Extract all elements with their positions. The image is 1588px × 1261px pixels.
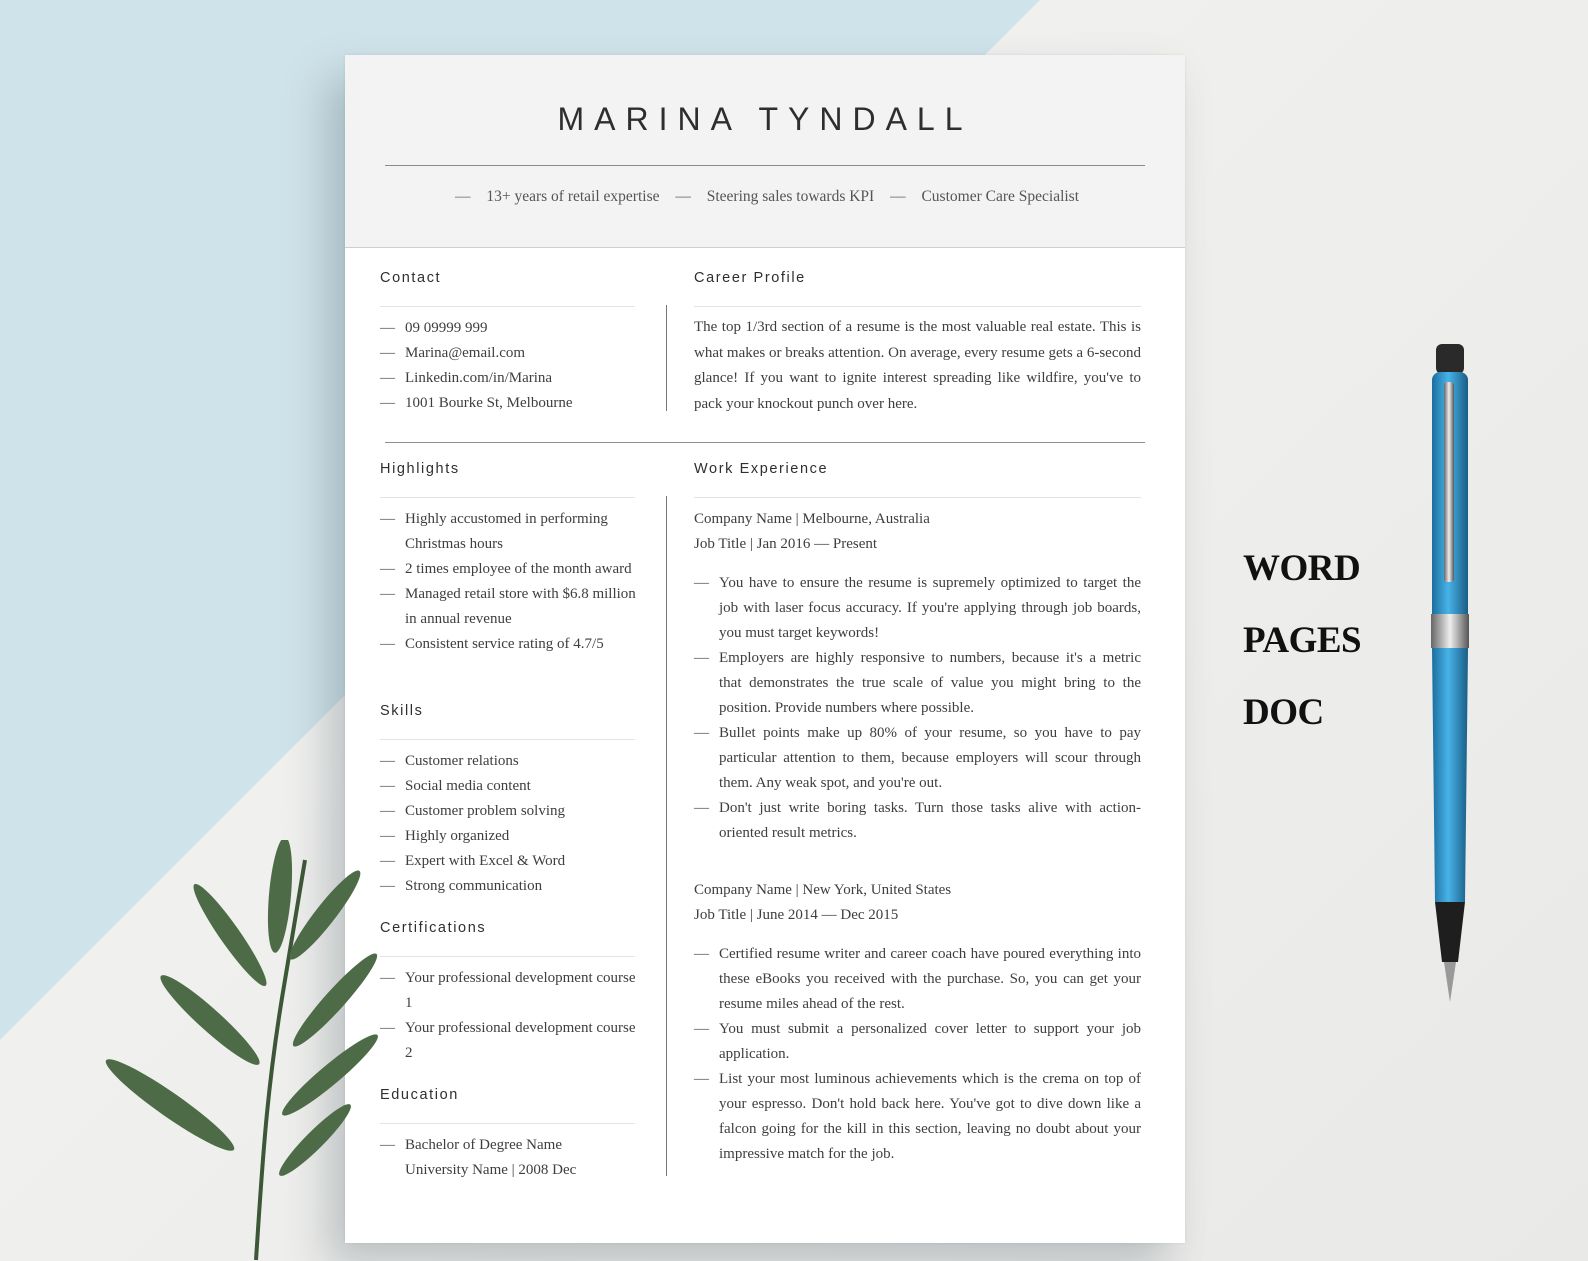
job-bullets: [694, 571, 1141, 846]
job-title: Job Title | June 2014 — Dec 2015: [694, 907, 899, 923]
column-divider-bottom: [666, 496, 667, 1176]
list-item: — You have to ensure the resume is supremely optimized to target the job with laser focus accuracy. If you're applying through job boards, you must target keywords!: [694, 571, 1141, 646]
contact-rule: [380, 306, 635, 307]
education-list: [380, 1133, 602, 1183]
contact-phone: — 09 09999 999: [380, 316, 640, 341]
list-item: — Employers are highly responsive to numbers, because it's a metric that demonstrates the true scale of value you might bring to the position. Provide numbers where possible.: [694, 646, 1141, 721]
resume-page: [345, 55, 1185, 1243]
column-divider-top: [666, 305, 667, 411]
contact-heading: Contact: [380, 270, 442, 286]
skills-heading: Skills: [380, 703, 424, 719]
contact-list: [380, 316, 640, 416]
work-experience-rule: [694, 497, 1141, 498]
career-profile-text: The top 1/3rd section of a resume is the most valuable real estate. This is what makes or breaks attention. On average, every resume gets a 6-second glance! If you want to ignite interest spreading like wildfire, you've to pack your knockout punch over here.: [694, 319, 1141, 412]
header-divider: [385, 165, 1145, 166]
job-company: Company Name | New York, United States: [694, 882, 952, 898]
list-item: — Highly organized: [380, 824, 642, 849]
list-item: — Bullet points make up 80% of your resume, so you have to pay particular attention to them, because employers will scour through them. Any weak spot, and you're out.: [694, 721, 1141, 796]
education-rule: [380, 1123, 635, 1124]
resume-header: [345, 55, 1185, 248]
certifications-rule: [380, 956, 635, 957]
format-pages: PAGES: [1243, 620, 1362, 661]
list-item: — Customer problem solving: [380, 799, 642, 824]
list-item: — You must submit a personalized cover letter to support your job application.: [694, 1017, 1141, 1067]
list-item: — 2 times employee of the month award: [380, 557, 642, 582]
list-item: — Highly accustomed in performing Christmas hours: [380, 507, 642, 557]
certifications-heading: Certifications: [380, 920, 487, 936]
job-company: Company Name | Melbourne, Australia: [694, 511, 930, 527]
format-list: [1243, 548, 1361, 764]
highlights-list: [380, 507, 642, 657]
resume-name: MARINA TYNDALL: [557, 101, 973, 137]
skills-list: [380, 749, 642, 899]
career-profile-heading: Career Profile: [694, 270, 806, 286]
career-profile-rule: [694, 306, 1141, 307]
list-item: — Managed retail store with $6.8 million in annual revenue: [380, 582, 642, 632]
education-heading: Education: [380, 1087, 459, 1103]
tagline-item: Customer Care Specialist: [921, 188, 1080, 205]
contact-address: — 1001 Bourke St, Melbourne: [380, 391, 640, 416]
contact-linkedin: — Linkedin.com/in/Marina: [380, 366, 640, 391]
list-item: — Bachelor of Degree Name University Name | 2008 Dec: [380, 1133, 602, 1183]
section-divider: [385, 442, 1145, 443]
list-item: — Your professional development course 2: [380, 1016, 642, 1066]
list-item: — Expert with Excel & Word: [380, 849, 642, 874]
list-item: — Strong communication: [380, 874, 642, 899]
list-item: — Social media content: [380, 774, 642, 799]
tagline-row: — 13+ years of retail expertise — Steering sales towards KPI — Customer Care Specialist: [454, 188, 1080, 205]
job-bullets: [694, 942, 1141, 1167]
certifications-list: [380, 966, 642, 1066]
format-word: WORD: [1243, 548, 1361, 589]
work-experience-heading: Work Experience: [694, 461, 829, 477]
skills-rule: [380, 739, 635, 740]
contact-email: — Marina@email.com: [380, 341, 640, 366]
highlights-heading: Highlights: [380, 461, 460, 477]
plant-decoration: [70, 840, 400, 1261]
list-item: — Certified resume writer and career coach have poured everything into these eBooks you received with the purchase. So, you can get your resume miles ahead of the rest.: [694, 942, 1141, 1017]
list-item: — Consistent service rating of 4.7/5: [380, 632, 642, 657]
list-item: — Don't just write boring tasks. Turn those tasks alive with action-oriented result metrics.: [694, 796, 1141, 846]
job-title: Job Title | Jan 2016 — Present: [694, 536, 878, 552]
tagline-item: Steering sales towards KPI: [706, 188, 875, 205]
list-item: — Your professional development course 1: [380, 966, 642, 1016]
list-item: — List your most luminous achievements which is the crema on top of your espresso. Don't hold back here. You've got to dive down like a falcon going for the kill in this section, leaving no doubt about your impressive match for the job.: [694, 1067, 1141, 1167]
pen-decoration: [1420, 342, 1490, 1012]
highlights-rule: [380, 497, 635, 498]
format-doc: DOC: [1243, 692, 1324, 733]
tagline-item: 13+ years of retail expertise: [486, 188, 660, 205]
list-item: — Customer relations: [380, 749, 642, 774]
